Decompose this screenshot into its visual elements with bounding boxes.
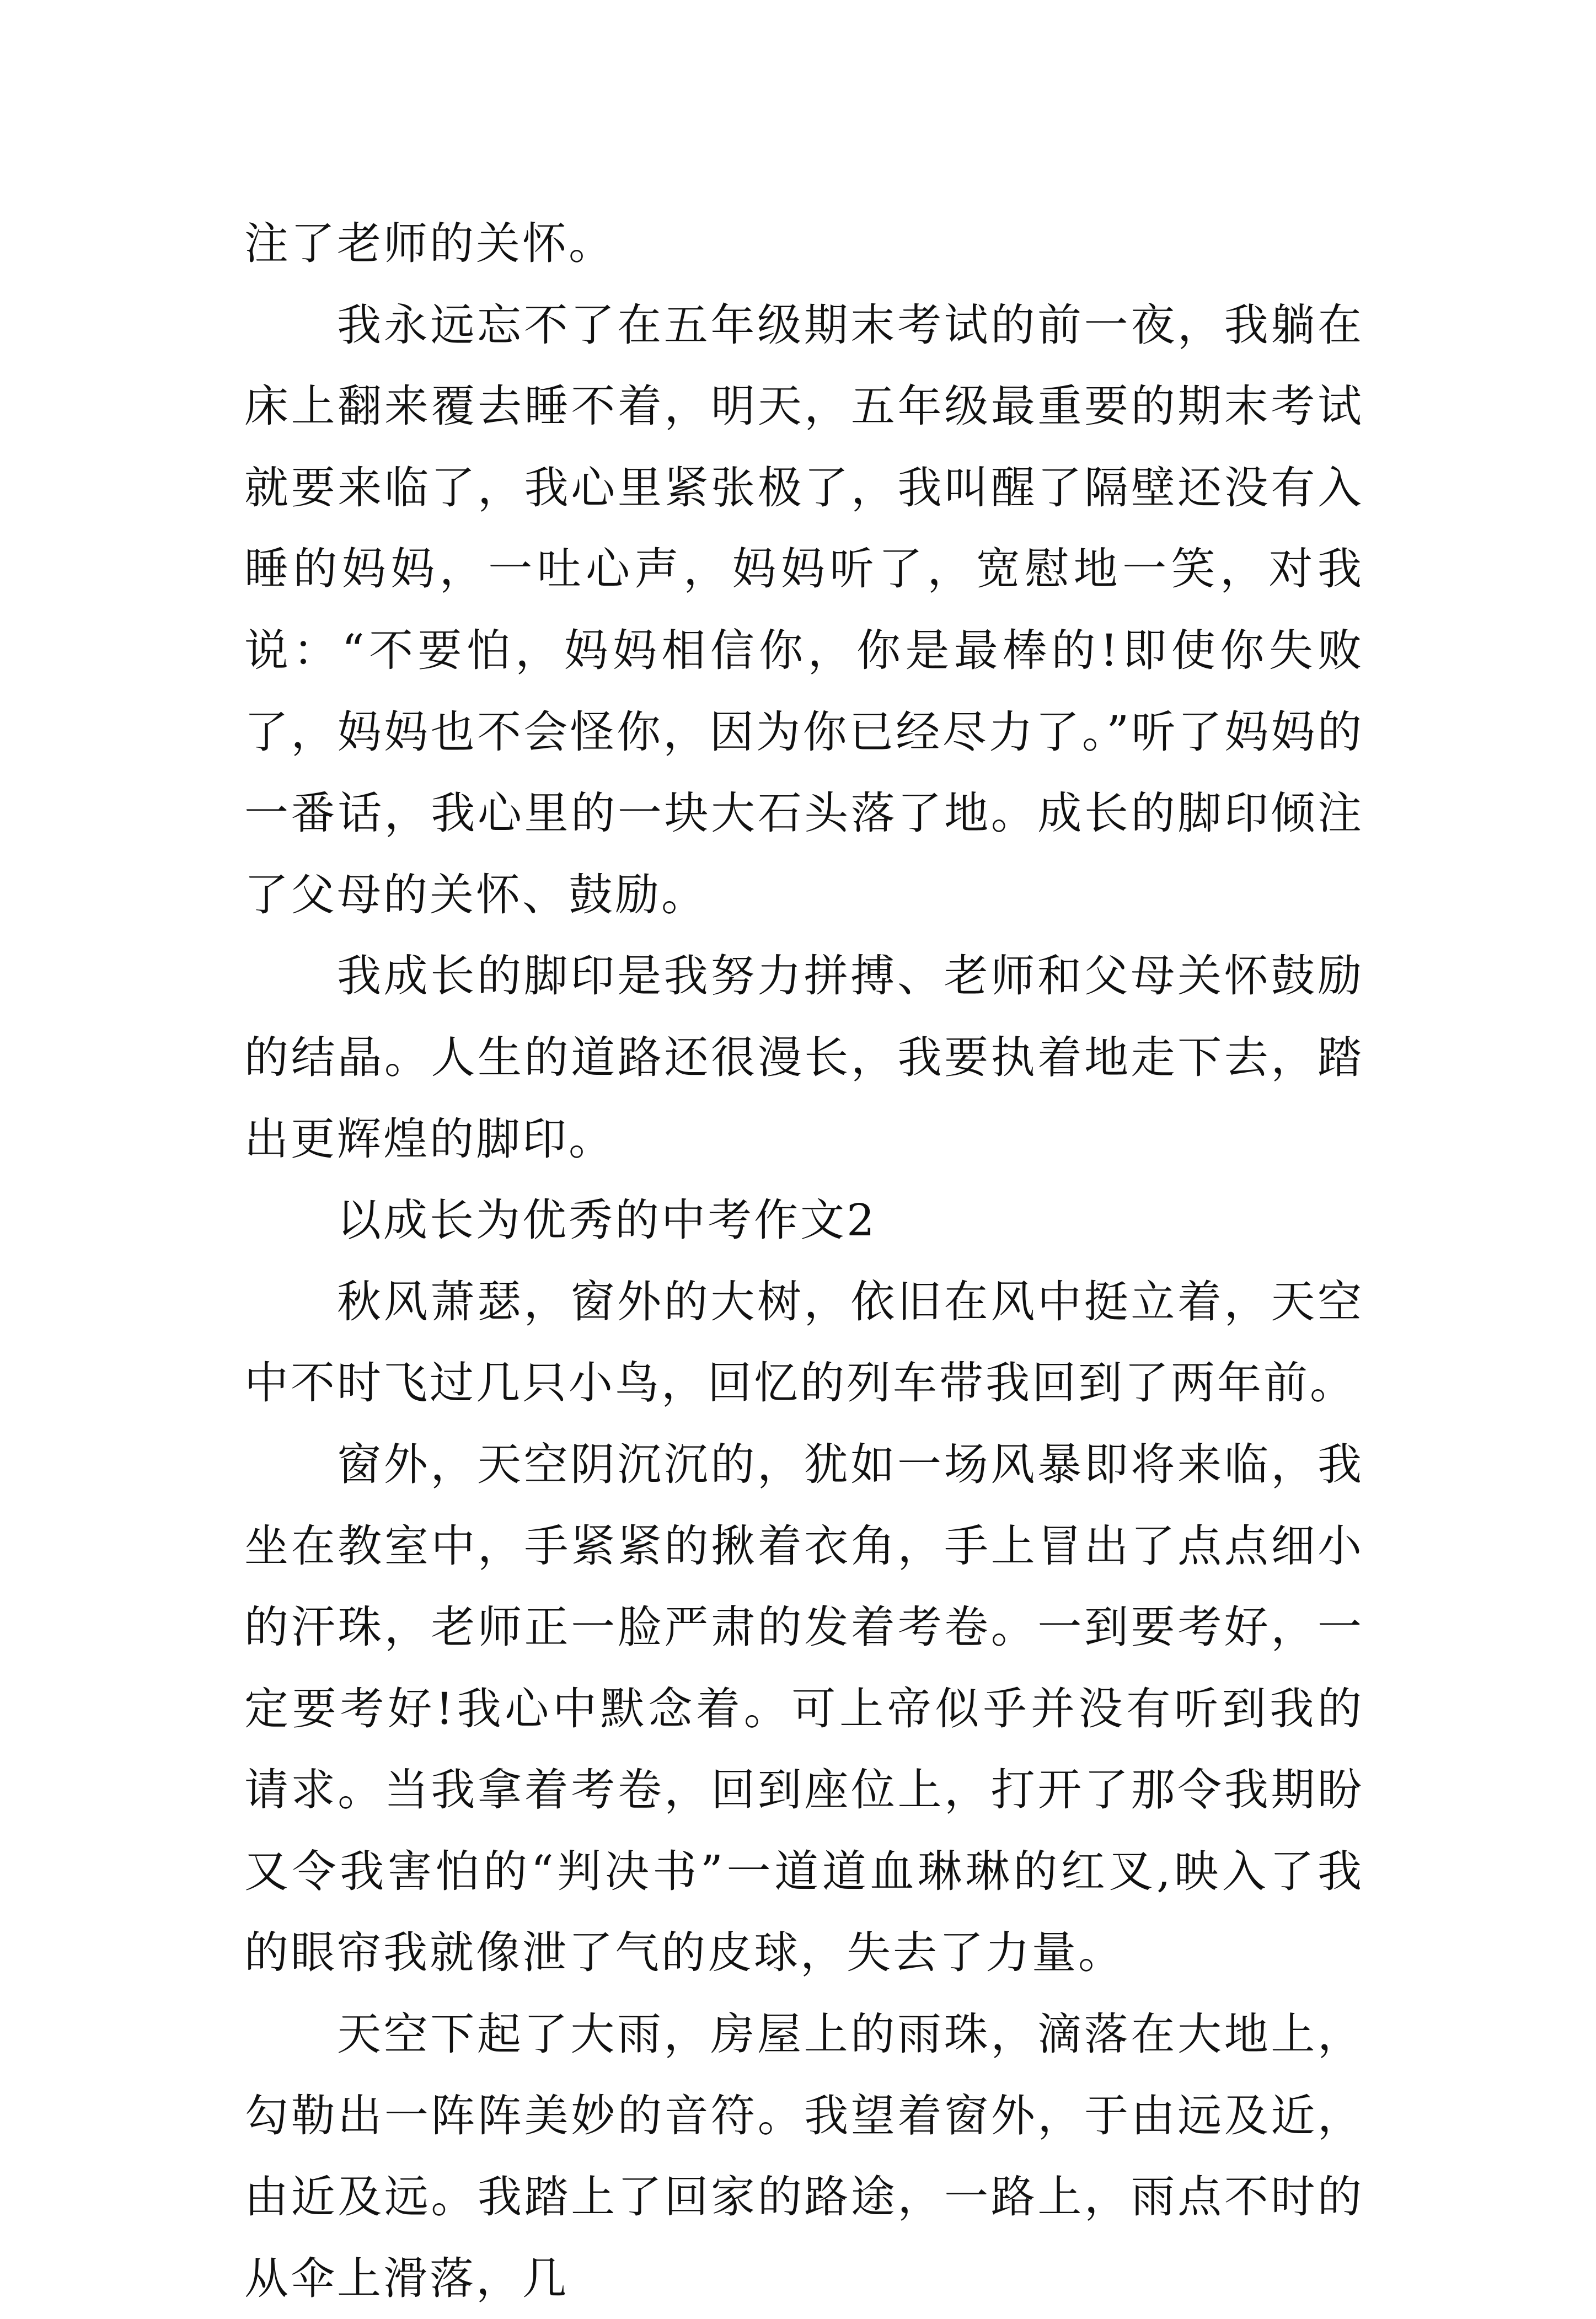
- paragraph-rain: 天空下起了大雨，房屋上的雨珠，滴落在大地上，勾勒出一阵阵美妙的音符。我望着窗外，于由远及近，由近及远。我踏上了回家的路途，一路上，雨点不时的从伞上滑落，几: [244, 2009, 1364, 2304]
- paragraph-continuation: 注了老师的关怀。: [244, 218, 615, 269]
- paragraph-exam-night: 我永远忘不了在五年级期末考试的前一夜，我躺在床上翻来覆去睡不着，明天，五年级最重要的期末考试就要来临了，我心里紧张极了，我叫醒了隔壁还没有入睡的妈妈，一吐心声，妈妈听了，宽慰地一笑，对我说：“不要怕，妈妈相信你，你是最棒的!即使你失败了，妈妈也不会怪你，因为你已经尽力了。”听了妈妈的一番话，我心里的一块大石头落了地。成长的脚印倾注了父母的关怀、鼓励。: [244, 299, 1364, 920]
- paragraph-conclusion: 我成长的脚印是我努力拼搏、老师和父母关怀鼓励的结晶。人生的道路还很漫长，我要执着地走下去，踏出更辉煌的脚印。: [244, 950, 1364, 1165]
- paragraph-autumn-wind: 秋风萧瑟，窗外的大树，依旧在风中挺立着，天空中不时飞过几只小鸟，回忆的列车带我回到了两年前。: [244, 1276, 1364, 1409]
- document-body: [244, 203, 1364, 2319]
- essay-heading: 以成长为优秀的中考作文2: [337, 1195, 877, 1246]
- paragraph-classroom: 窗外，天空阴沉沉的，犹如一场风暴即将来临，我坐在教室中，手紧紧的揪着衣角，手上冒出了点点细小的汗珠，老师正一脸严肃的发着考卷。一到要考好，一定要考好!我心中默念着。可上帝似乎并没有听到我的请求。当我拿着考卷，回到座位上，打开了那令我期盼又令我害怕的“判决书”一道道血琳琳的红叉,映入了我的眼帘我就像泄了气的皮球，失去了力量。: [244, 1438, 1364, 1979]
